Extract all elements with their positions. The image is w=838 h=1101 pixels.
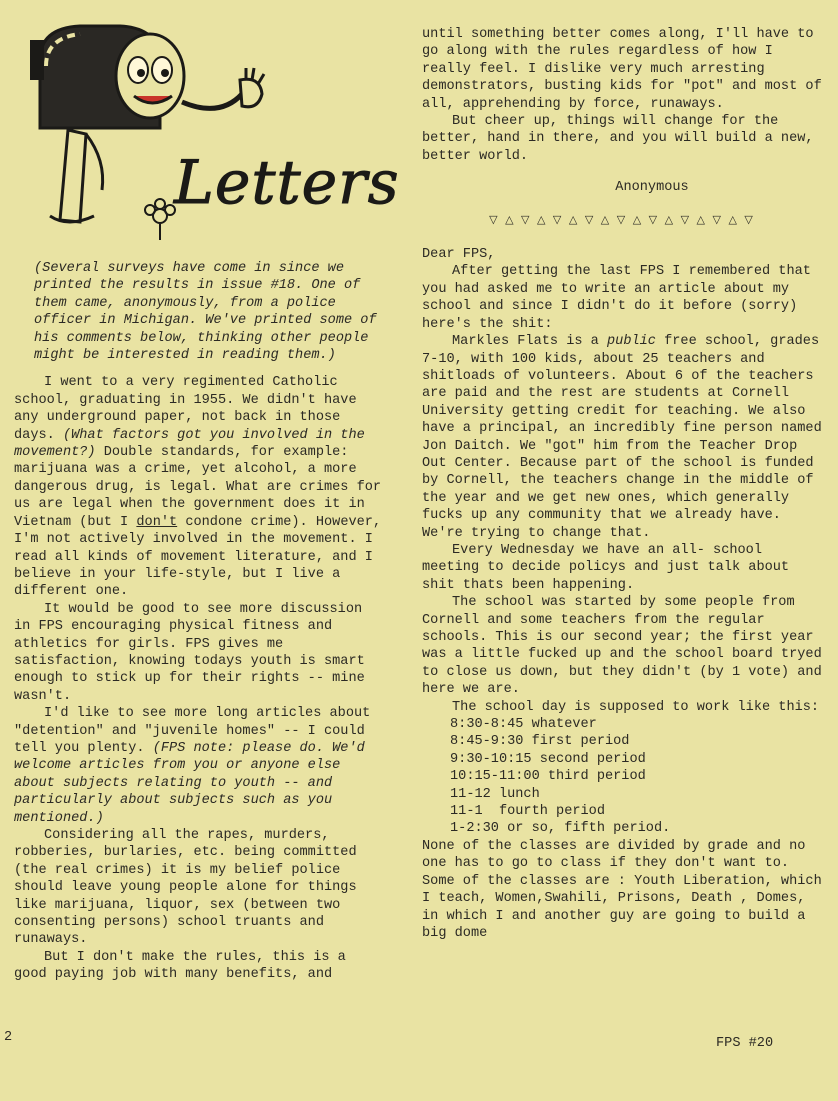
school-schedule (422, 716, 822, 838)
letter-paragraph: Considering all the rapes, murders, robberies, burlaries, etc. being committed (the real crimes) it is my belief police should leave young people alone for things like marijuana, liquor, sex (between two consenting persons) school truants and runaways. (14, 828, 357, 948)
letter-text: I'd like to see more long articles about "detention" and "juvenile homes" -- I could tell you plenty. (14, 706, 371, 756)
schedule-item: 8:45-9:30 first period (450, 734, 630, 750)
underlined-word: don't (136, 514, 178, 530)
letter-paragraph: After getting the last FPS I remembered that you had asked me to write an article about my school and since I didn't do it before (sorry) here's the shit: (422, 264, 811, 332)
letters-header (10, 10, 400, 250)
salutation: Dear FPS, (422, 247, 496, 263)
issue-label: FPS #20 (716, 1036, 774, 1051)
left-column (14, 260, 386, 984)
letter-text: free school, grades 7-10, with 100 kids, about 25 teachers and shitloads of volunteers. About 6 of the teachers are paid and the rest are students at Cornell University getting credit for teaching. We also have a principal, an incredibly fine person named Jon Daitch. We "got" him from the Teacher Drop Out Center. Because part of the school is funded by Cornell, the teachers change in the middle of the year and we get new ones, which generally fucks up any community that we already have. We're trying to change that. (422, 334, 822, 541)
emphasized-word: public (607, 334, 656, 350)
letter-text: Markles Flats is a (452, 334, 607, 350)
letter-paragraph (422, 333, 822, 542)
schedule-item: 1-2:30 or so, fifth period. (450, 821, 671, 837)
schedule-item: 10:15-11:00 third period (450, 769, 646, 785)
schedule-item: 11-1 fourth period (450, 804, 605, 820)
right-column (422, 26, 822, 942)
section-divider: ▽ △ ▽ △ ▽ △ ▽ △ ▽ △ ▽ △ ▽ △ ▽ △ ▽ (489, 212, 755, 226)
editor-intro: (Several surveys have come in since we printed the results in issue #18. One of them came, anonymously, from a police officer in Michigan. We've printed some of his comments below, thinking other people might be interested in reading them.) (34, 261, 377, 364)
letter-paragraph: But I don't make the rules, this is a good paying job with many benefits, and (14, 949, 346, 983)
letter-paragraph: But cheer up, things will change for the better, hand in there, and you will build a new, better world. (422, 114, 814, 164)
letter-signature: Anonymous (615, 180, 689, 196)
letter-paragraph (14, 705, 386, 827)
survey-question: (What factors got you involved in the movement?) (14, 427, 365, 461)
letter-paragraph: The school was started by some people from Cornell and some teachers from the regular schools. This is our second year; the first year was a little fucked up and the school board tryed to close us down, but they didn't (by 1 vote) and here we are. (422, 595, 822, 698)
letter-paragraph: It would be good to see more discussion in FPS encouraging physical fitness and athletics for girls. FPS gives me satisfaction, knowing todays youth is smart enough to stick up for their rights -- mine wasn't. (14, 601, 365, 704)
letter-text: I went to a very regimented Catholic school, graduating in 1955. We didn't have any underground paper, not back in those days. (14, 375, 357, 443)
page-title: Letters (174, 148, 400, 218)
schedule-item: 11-12 lunch (450, 786, 540, 802)
editor-note: (FPS note: please do. We'd welcome articles from you or anyone else about subjects relating to youth -- and particularly about subjects such as you mentioned.) (14, 740, 365, 826)
letter-paragraph: Every Wednesday we have an all- school meeting to decide policys and just talk about shit thats been happening. (422, 542, 790, 593)
letter-paragraph: The school day is supposed to work like this: (452, 699, 820, 715)
letter-paragraph: until something better comes along, I'll have to go along with the rules regardless of how I really feel. I dislike very much arresting demonstrators, busting kids for "pot" and most of all, apprehending by force, runaways. (422, 27, 822, 112)
letter-paragraph (14, 374, 386, 600)
schedule-item: 8:30-8:45 whatever (450, 717, 597, 733)
schedule-item: 9:30-10:15 second period (450, 751, 646, 767)
page-number: 2 (4, 1030, 13, 1045)
letter-text: Double standards, for example: marijuana was a crime, yet alcohol, a more dangerous drug, is legal. What are crimes for us are legal when the government does it in Vietnam (but I (14, 445, 382, 530)
letter-paragraph: None of the classes are divided by grade and no one has to go to class if they don't want to. Some of the classes are : Youth Liberation, which I teach, Women,Swahili, Prisons, Death , Domes, in which I and another guy are going to build a big dome (422, 838, 822, 941)
letter-text: condone crime). However, I'm not actively involved in the movement. I read all kinds of movement literature, and I believe in your life-style, but I live a different one. (14, 514, 382, 600)
